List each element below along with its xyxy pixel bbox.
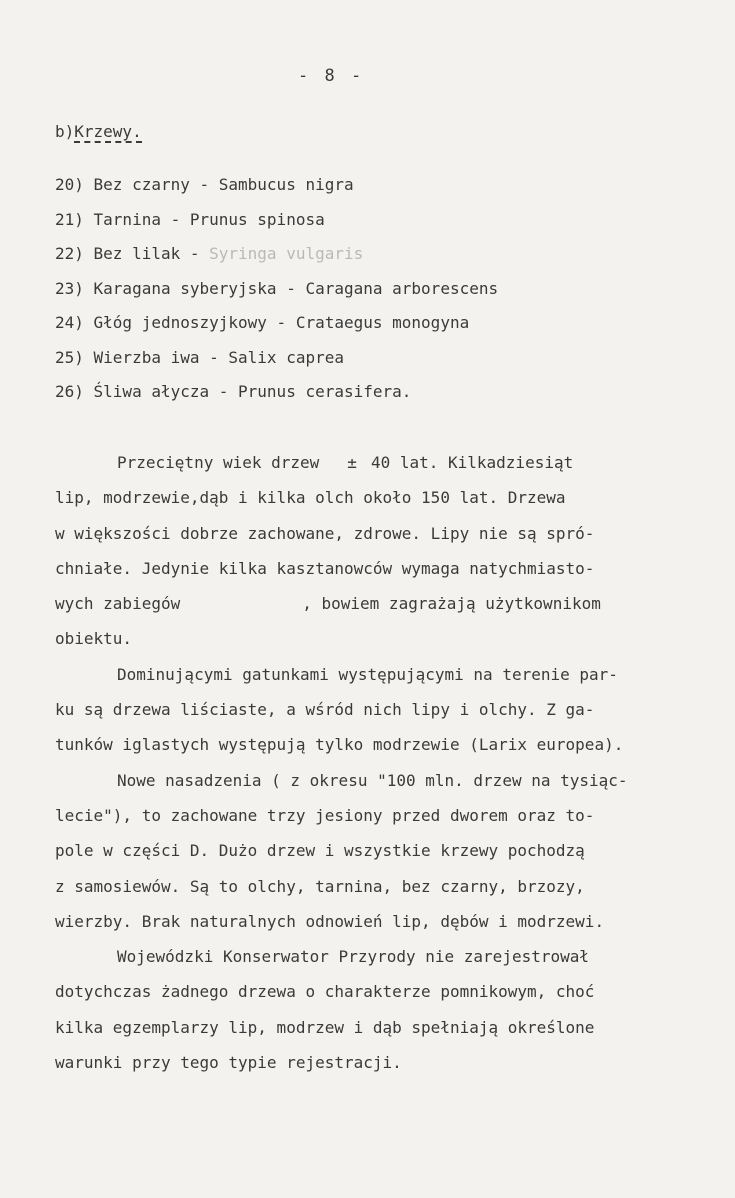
plus-minus-sign: ±	[347, 453, 357, 472]
text-line: kilka egzemplarzy lip, modrzew i dąb spełniają określone	[55, 1017, 595, 1037]
text-segment: , bowiem zagrażają użytkownikom	[302, 594, 601, 614]
shrub-list	[55, 172, 695, 414]
page-number: - 8 -	[298, 66, 365, 86]
list-item: 23) Karagana syberyjska - Caragana arborescens	[55, 278, 499, 298]
text-line: Nowe nasadzenia ( z okresu "100 mln. drzew na tysiąc-	[117, 770, 628, 790]
section-heading	[55, 122, 142, 141]
text-line: dotychczas żadnego drzewa o charakterze pomnikowym, choć	[55, 982, 595, 1002]
text-line: w większości dobrze zachowane, zdrowe. Lipy nie są spró-	[55, 523, 595, 543]
list-item: 26) Śliwa ałycza - Prunus cerasifera.	[55, 382, 412, 401]
list-item-latin-faded: Syringa vulgaris	[209, 244, 364, 263]
text-line: Dominującymi gatunkami występującymi na terenie par-	[117, 664, 618, 684]
text-line: Wojewódzki Konserwator Przyrody nie zarejestrował	[117, 947, 590, 967]
text-line: lip, modrzewie,dąb i kilka olch około 150 lat. Drzewa	[55, 488, 566, 508]
section-title: Krzewy.	[74, 122, 142, 141]
text-segment: wych zabiegów	[55, 594, 181, 614]
list-item-text: 22) Bez lilak -	[55, 244, 210, 263]
text-line: obiektu.	[55, 629, 133, 649]
text-line: chniałe. Jedynie kilka kasztanowców wymaga natychmiasto-	[55, 558, 595, 578]
list-item: 24) Głóg jednoszyjkowy - Crataegus monogyna	[55, 313, 470, 332]
text-line: tunków iglastych występują tylko modrzewie (Larix europea).	[55, 735, 624, 755]
text-line: lecie"), to zachowane trzy jesiony przed dworem oraz to-	[55, 805, 595, 825]
text-line	[55, 589, 645, 624]
list-item: 25) Wierzba iwa - Salix caprea	[55, 347, 344, 367]
text-segment: 40 lat. Kilkadziesiąt	[370, 453, 574, 472]
list-item	[55, 241, 695, 276]
text-line: warunki przy tego typie rejestracji.	[55, 1053, 402, 1073]
text-line: wierzby. Brak naturalnych odnowień lip, dębów i modrzewi.	[55, 911, 605, 931]
text-segment: Przeciętny wiek drzew	[117, 453, 320, 472]
body-text	[55, 448, 645, 1083]
section-prefix: b)	[55, 122, 75, 141]
text-line: pole w części D. Dużo drzew i wszystkie krzewy pochodzą	[55, 841, 585, 861]
text-line: ku są drzewa liściaste, a wśród nich lipy i olchy. Z ga-	[55, 700, 595, 720]
text-line	[55, 448, 645, 483]
list-item: 20) Bez czarny - Sambucus nigra	[55, 175, 354, 194]
list-item: 21) Tarnina - Prunus spinosa	[55, 209, 325, 229]
text-line: z samosiewów. Są to olchy, tarnina, bez czarny, brzozy,	[55, 876, 585, 896]
